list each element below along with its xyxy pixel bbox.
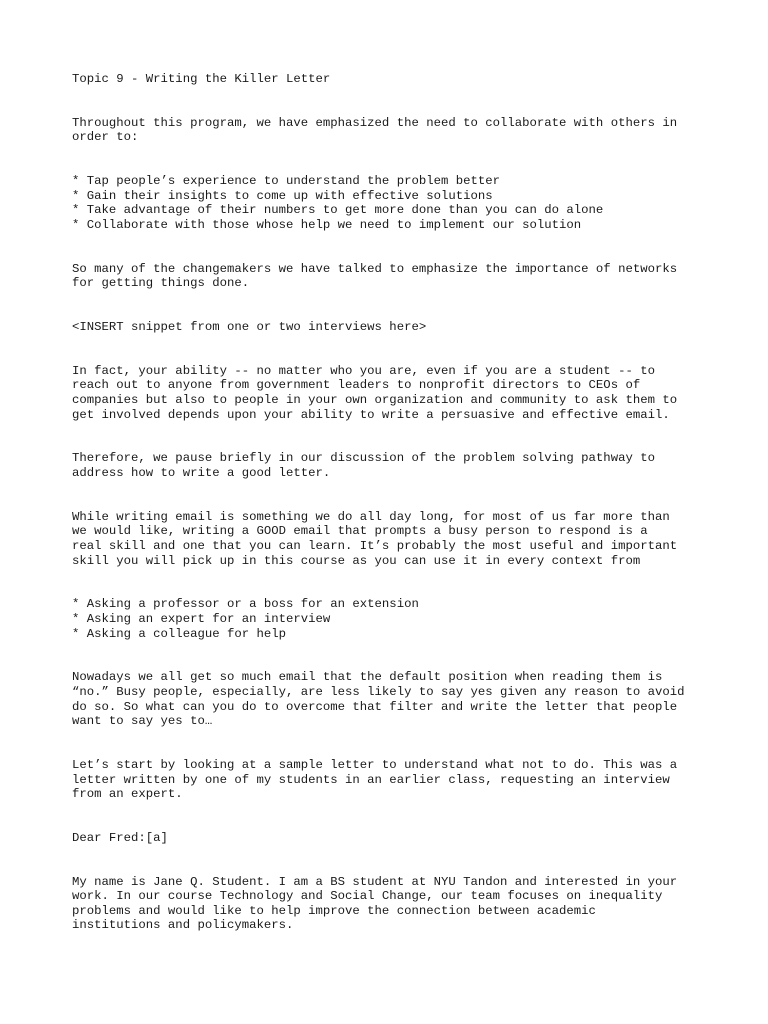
paragraph-line: Throughout this program, we have emphasized the need to collaborate with others in bbox=[72, 115, 678, 130]
bullet-item: * Tap people’s experience to understand the problem better bbox=[72, 174, 501, 189]
letter-body-paragraph bbox=[72, 875, 712, 933]
paragraph-line: real skill and one that you can learn. It’s probably the most useful and important bbox=[72, 539, 678, 553]
paragraph-line: Nowadays we all get so much email that the default position when reading them is bbox=[72, 670, 663, 685]
paragraph-line: Therefore, we pause briefly in our discussion of the problem solving pathway to bbox=[72, 451, 655, 466]
paragraph-line: we would like, writing a GOOD email that prompts a busy person to respond is a bbox=[72, 524, 648, 539]
paragraph-line: work. In our course Technology and Social Change, our team focuses on inequality bbox=[72, 889, 663, 904]
paragraph-line: for getting things done. bbox=[72, 276, 250, 291]
paragraph-line: problems and would like to help improve the connection between academic bbox=[72, 903, 596, 918]
pause-paragraph bbox=[72, 451, 712, 480]
paragraph-line: In fact, your ability -- no matter who you are, even if you are a student -- to bbox=[72, 363, 655, 378]
paragraph-line: Let’s start by looking at a sample letter to understand what not to do. This was a bbox=[72, 757, 678, 772]
paragraph-line: do so. So what can you do to overcome that filter and write the letter that people bbox=[72, 699, 678, 714]
paragraph-line: companies but also to people in your own organization and community to ask them to bbox=[72, 393, 678, 408]
sample-letter-paragraph bbox=[72, 758, 712, 802]
bullet-item: * Asking a colleague for help bbox=[72, 626, 287, 641]
email-skill-paragraph bbox=[72, 510, 712, 568]
paragraph-line: “no.” Busy people, especially, are less likely to say yes given any reason to avoid bbox=[72, 684, 685, 699]
letter-salutation: Dear Fred:[a] bbox=[72, 830, 168, 845]
paragraph-line: from an expert. bbox=[72, 787, 183, 802]
document-body bbox=[72, 72, 712, 933]
asking-bullet-list bbox=[72, 597, 712, 641]
document-title: Topic 9 - Writing the Killer Letter bbox=[72, 72, 331, 86]
bullet-item: * Asking an expert for an interview bbox=[72, 611, 331, 626]
paragraph-line: reach out to anyone from government leaders to nonprofit directors to CEOs of bbox=[72, 378, 641, 393]
paragraph-line: address how to write a good letter. bbox=[72, 466, 331, 481]
paragraph-line: order to: bbox=[72, 130, 139, 145]
bullet-item: * Collaborate with those whose help we need to implement our solution bbox=[72, 217, 582, 232]
nowadays-paragraph bbox=[72, 670, 712, 728]
insert-placeholder-note: <INSERT snippet from one or two interviews here> bbox=[72, 320, 427, 335]
networks-paragraph bbox=[72, 262, 712, 291]
bullet-item: * Gain their insights to come up with effective solutions bbox=[72, 188, 493, 203]
paragraph-line: letter written by one of my students in an earlier class, requesting an interview bbox=[72, 772, 670, 787]
paragraph-line: skill you will pick up in this course as you can use it in every context from bbox=[72, 553, 641, 568]
intro-paragraph bbox=[72, 116, 712, 145]
paragraph-line: My name is Jane Q. Student. I am a BS student at NYU Tandon and interested in your bbox=[72, 874, 678, 889]
paragraph-line: So many of the changemakers we have talked to emphasize the importance of networks bbox=[72, 261, 678, 276]
paragraph-line: want to say yes to… bbox=[72, 714, 213, 729]
paragraph-line: institutions and policymakers. bbox=[72, 918, 294, 933]
paragraph-line: While writing email is something we do all day long, for most of us far more than bbox=[72, 509, 670, 524]
paragraph-line: get involved depends upon your ability to write a persuasive and effective email. bbox=[72, 407, 670, 422]
bullet-item: * Asking a professor or a boss for an extension bbox=[72, 597, 419, 612]
collaborate-bullet-list bbox=[72, 174, 712, 232]
ability-paragraph bbox=[72, 364, 712, 422]
bullet-item: * Take advantage of their numbers to get more done than you can do alone bbox=[72, 203, 604, 218]
